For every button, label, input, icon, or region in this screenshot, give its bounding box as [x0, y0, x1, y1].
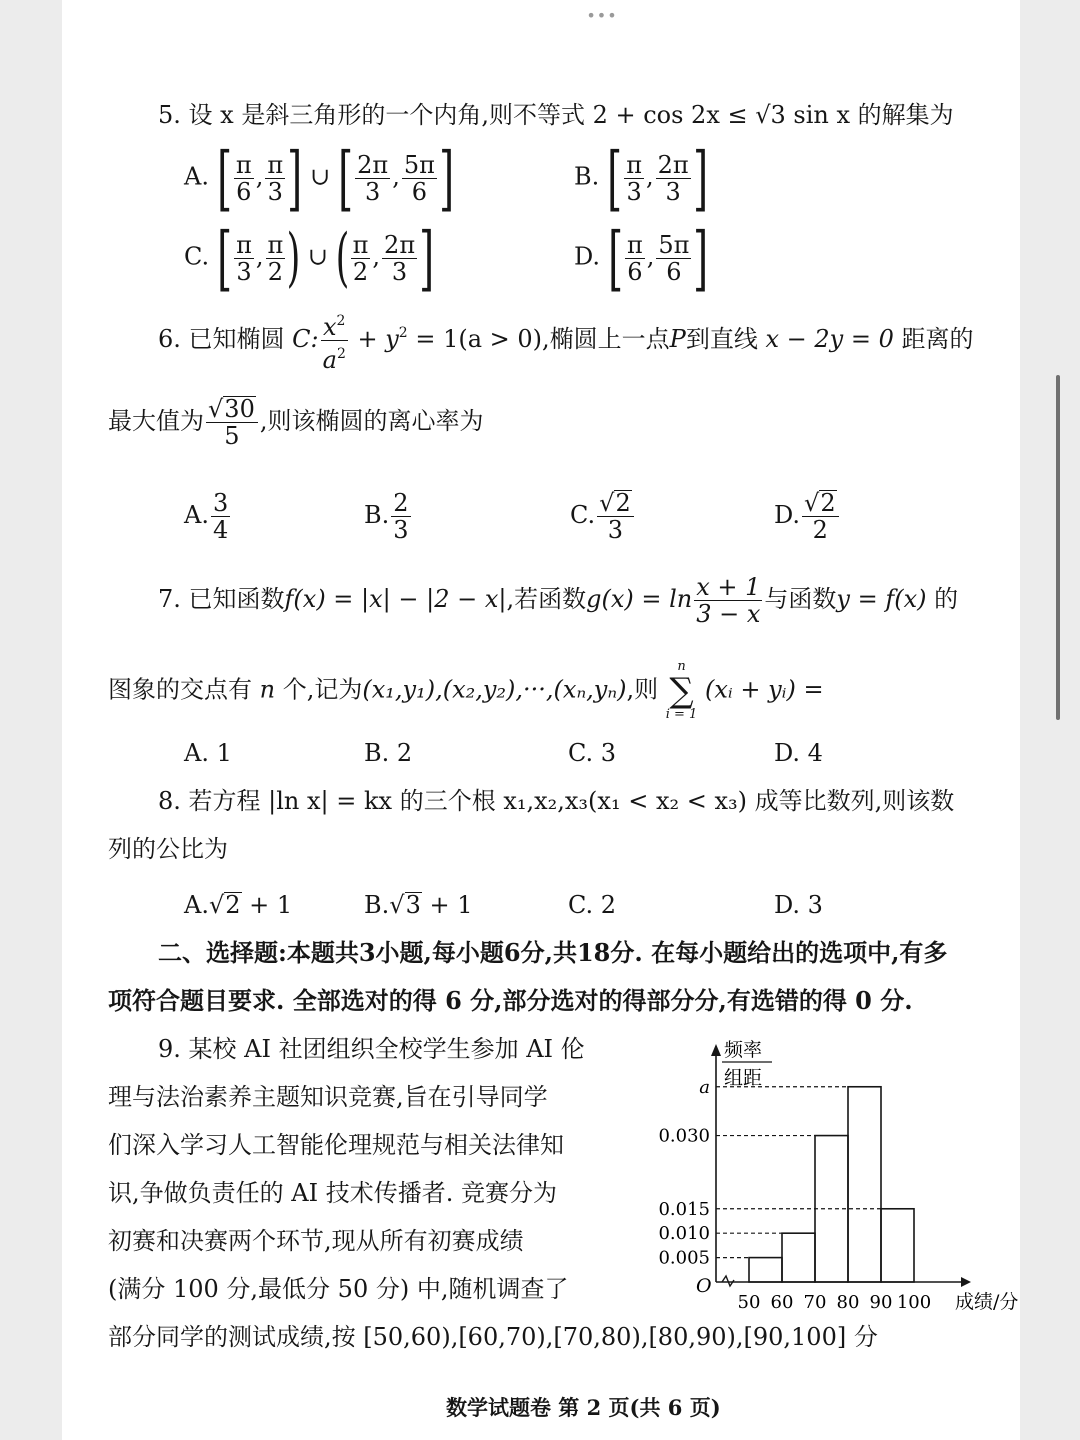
q6-option-b[interactable]: B. $\frac{2}{3}$	[364, 489, 409, 544]
q5-stem: 5. 设 x 是斜三角形的一个内角,则不等式 2 + cos 2x ≤ √3 sin x 的解集为	[158, 101, 954, 129]
q5-d-label: D.	[574, 242, 601, 271]
q6-stem: 6. 已知椭圆 C: $\frac{x^2}{a^2}$ + $y^2 = 1(a > 0)$,椭圆上一点P到直线 x − 2y = 0 距离的	[158, 308, 973, 372]
y-tick-label: 0.015	[658, 1198, 710, 1220]
x-tick-label: 90	[869, 1292, 893, 1313]
x-label: 成绩/分	[955, 1291, 1018, 1313]
q9-line-3: 们深入学习人工智能伦理规范与相关法律知	[108, 1131, 564, 1159]
x-tick-label: 50	[737, 1292, 761, 1313]
q6-option-c[interactable]: C. $\frac{√2}{3}$	[570, 490, 636, 554]
exam-page	[62, 0, 1020, 1440]
q8-option-c[interactable]: C. 2	[568, 891, 617, 919]
scrollbar[interactable]	[1056, 375, 1060, 720]
q8-line2: 列的公比为	[108, 835, 228, 863]
q7-option-b[interactable]: B. 2	[364, 739, 413, 767]
section2-line2: 项符合题目要求. 全部选对的得 6 分,部分选对的得部分分,有选错的得 0 分.	[108, 986, 913, 1015]
x-tick-label: 80	[836, 1292, 860, 1313]
x-tick-label: 60	[770, 1292, 794, 1313]
q9-line-5: 初赛和决赛两个环节,现从所有初赛成绩	[108, 1227, 524, 1255]
page-footer: 数学试题卷 第 2 页(共 6 页)	[446, 1395, 721, 1420]
q9-line-2: 理与法治素养主题知识竞赛,旨在引导同学	[108, 1083, 548, 1111]
y-label-bottom: 组距	[724, 1067, 763, 1089]
histogram-bar	[848, 1087, 881, 1282]
histogram-bar	[881, 1209, 914, 1282]
more-dots-icon[interactable]: •••	[586, 6, 618, 25]
x-tick-label: 70	[803, 1292, 827, 1313]
y-tick-label: 0.005	[658, 1247, 710, 1269]
q8-option-d[interactable]: D. 3	[774, 891, 823, 919]
x-tick-label: 100	[896, 1292, 932, 1313]
q8-option-b[interactable]: B.√3 + 1	[364, 891, 473, 919]
origin-label: O	[696, 1275, 712, 1297]
q5-b-label: B.	[574, 162, 600, 191]
q5-option-b[interactable]: B. [ $\frac{\pi}{3}$ , $\frac{2\pi}{3}$ ]	[574, 137, 708, 219]
y-tick-label: 0.010	[658, 1223, 710, 1245]
q5-c-label: C.	[184, 242, 210, 271]
q6-line2: 最大值为 $\frac{√30}{5}$ ,则该椭圆的离心率为	[108, 395, 484, 450]
y-label-top: 频率	[724, 1039, 763, 1061]
q7-option-c[interactable]: C. 3	[568, 739, 617, 767]
q7-option-a[interactable]: A. 1	[184, 739, 232, 767]
section2-line1: 二、选择题:本题共3小题,每小题6分,共18分. 在每小题给出的选项中,有多	[158, 938, 948, 967]
axis-break-mark	[722, 1276, 734, 1286]
q9-last-line: 部分同学的测试成绩,按 [50,60),[60,70),[70,80),[80,90),[90,100] 分	[108, 1323, 878, 1351]
q7-option-d[interactable]: D. 4	[774, 739, 823, 767]
y-tick-label: a	[699, 1076, 710, 1098]
q5-option-c[interactable]: C. [ $\frac{\pi}{3}$ , $\frac{\pi}{2}$ ) ∪ ( $\frac{\pi}{2}$ , $\frac{2\pi}{3}$ ]	[184, 217, 435, 299]
q7-line2: 图象的交点有 n 个,记为(x₁,y₁),(x₂,y₂),···,(xₙ,yₙ),则 n ∑ i = 1 (xᵢ + yᵢ) =	[108, 659, 824, 722]
q9-line-6: (满分 100 分,最低分 50 分) 中,随机调查了	[108, 1275, 569, 1303]
x-axis-arrow	[961, 1277, 971, 1287]
histogram-bar	[782, 1233, 815, 1282]
q7-stem: 7. 已知函数f(x) = |x| − |2 − x|,若函数g(x) = ln $\frac{x + 1}{3 - x}$ 与函数y = f(x) 的	[158, 573, 959, 628]
q9-line-4: 识,争做负责任的 AI 技术传播者. 竞赛分为	[108, 1179, 557, 1207]
q9-line-1: 9. 某校 AI 社团组织全校学生参加 AI 伦	[158, 1035, 585, 1063]
y-tick-label: 0.030	[658, 1125, 710, 1147]
histogram-bar	[749, 1258, 782, 1282]
q6-option-d[interactable]: D. $\frac{√2}{2}$	[774, 490, 841, 554]
q8-stem: 8. 若方程 |ln x| = kx 的三个根 x₁,x₂,x₃(x₁ < x₂ < x₃) 成等比数列,则该数	[158, 787, 955, 815]
q5-option-a[interactable]: A. [ $\frac{\pi}{6}$ , $\frac{\pi}{3}$ ] ∪ [ $\frac{2\pi}{3}$ , $\frac{5\pi}{6}$ ]	[184, 137, 455, 219]
q5-a-label: A.	[184, 162, 209, 191]
q8-option-a[interactable]: A.√2 + 1	[184, 891, 293, 919]
q6-option-a[interactable]: A. $\frac{3}{4}$	[184, 489, 229, 544]
y-axis-arrow	[711, 1044, 721, 1056]
q5-option-d[interactable]: D. [ $\frac{\pi}{6}$ , $\frac{5\pi}{6}$ ]	[574, 217, 709, 299]
frequency-histogram	[598, 1030, 1018, 1320]
